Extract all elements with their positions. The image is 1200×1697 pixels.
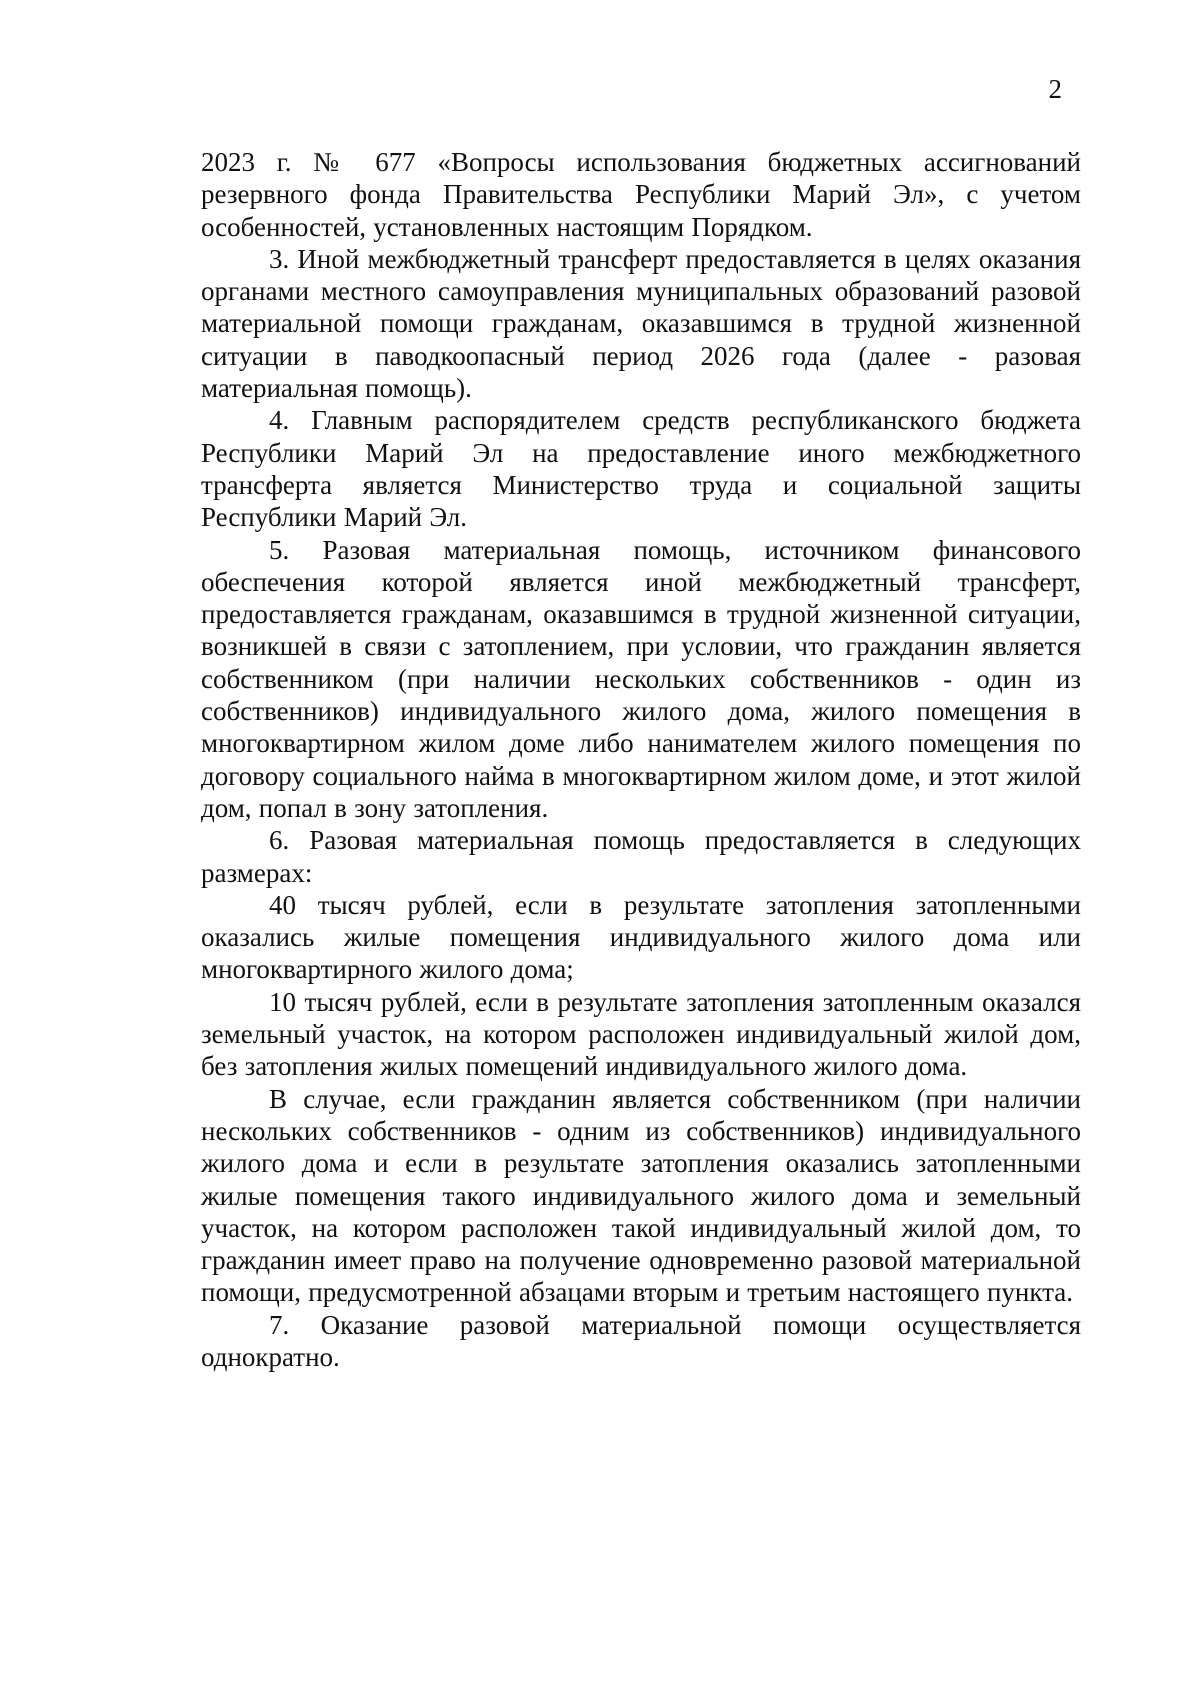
paragraph-continuation: 2023 г. № 677 «Вопросы использования бюджетных ассигнований резервного фонда Правительства Республики Марий Эл», с учетом особенностей, установленных настоящим Порядком.	[201, 147, 1081, 242]
paragraph-clause-3: 3. Иной межбюджетный трансферт предоставляется в целях оказания органами местного самоуправления муниципальных образований разовой материальной помощи гражданам, оказавшимся в трудной жизненной ситуации в паводкоопасный период 2026 года (далее - разовая материальная помощь).	[201, 243, 1081, 404]
paragraph-clause-6-both: В случае, если гражданин является собственником (при наличии нескольких собственников - одним из собственников) индивидуального жилого дома и если в результате затопления оказались затопленными жилые помещения такого индивидуального жилого дома и земельный участок, на котором расположен такой индивидуальный жилой дом, то гражданин имеет право на получение одновременно разовой материальной помощи, предусмотренной абзацами вторым и третьим настоящего пункта.	[201, 1083, 1081, 1308]
paragraph-clause-7: 7. Оказание разовой материальной помощи осуществляется однократно.	[201, 1309, 1081, 1372]
paragraph-clause-4: 4. Главным распорядителем средств республиканского бюджета Республики Марий Эл на предоставление иного межбюджетного трансферта является Министерство труда и социальной защиты Республики Марий Эл.	[201, 405, 1081, 533]
paragraph-clause-6-amount-40: 40 тысяч рублей, если в результате затопления затопленными оказались жилые помещения индивидуального жилого дома или многоквартирного жилого дома;	[201, 889, 1081, 985]
paragraph-clause-6-amount-10: 10 тысяч рублей, если в результате затопления затопленным оказался земельный участок, на котором расположен индивидуальный жилой дом, без затопления жилых помещений индивидуального жилого дома.	[201, 986, 1081, 1082]
paragraph-clause-6: 6. Разовая материальная помощь предоставляется в следующих размерах:	[201, 825, 1081, 888]
paragraph-clause-5: 5. Разовая материальная помощь, источником финансового обеспечения которой является иной межбюджетный трансферт, предоставляется гражданам, оказавшимся в трудной жизненной ситуации, возникшей в связи с затоплением, при условии, что гражданин является собственником (при наличии нескольких собственников - один из собственников) индивидуального жилого дома, жилого помещения в многоквартирном жилом доме либо нанимателем жилого помещения по договору социального найма в многоквартирном жилом доме, и этот жилой дом, попал в зону затопления.	[201, 534, 1081, 823]
page-number: 2	[1048, 74, 1062, 104]
document-body	[201, 146, 1081, 1373]
